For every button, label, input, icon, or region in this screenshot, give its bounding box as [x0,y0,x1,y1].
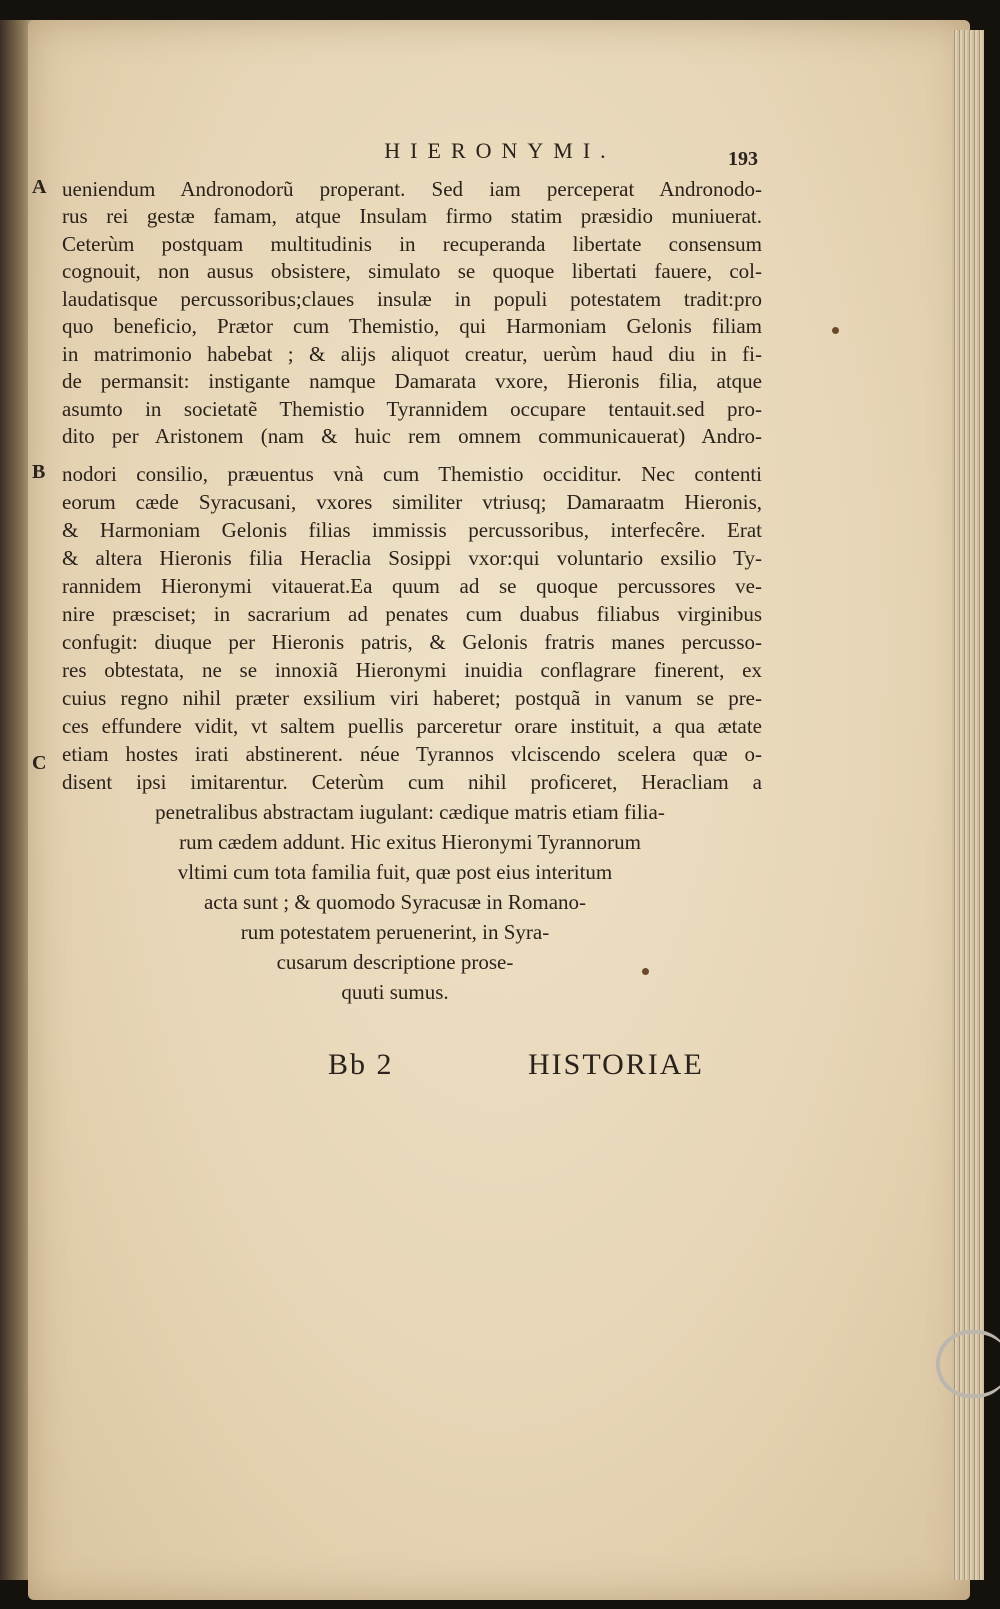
taper-line: acta sunt ; & quomodo Syracusæ in Romano- [203,890,587,914]
text-line: res obtestata, ne se innoxiã Hieronymi inuidia conflagrare finerent, ex [62,658,762,682]
text-line: dito per Aristonem (nam & huic rem omnem communicauerat) Andro- [62,424,762,448]
text-line: ces effundere vidit, vt saltem puellis parceretur orare instituit, a qua ætate [62,714,762,738]
text-line: quo beneficio, Prætor cum Themistio, qui Harmoniam Gelonis filiam [62,314,762,338]
text-line: Ceterùm postquam multitudinis in recuperanda libertate consensum [62,232,762,256]
margin-letter-b: B [32,461,46,483]
taper-line: penetralibus abstractam iugulant: cædique matris etiam filia- [155,800,665,824]
signature-mark: Bb 2 [328,1048,394,1081]
taper-line: rum cædem addunt. Hic exitus Hieronymi Tyrannorum [179,830,641,854]
text-line: nire præsciset; in sacrarium ad penates cum duabus filiabus virginibus [62,602,762,626]
text-line: & altera Hieronis filia Heraclia Sosippi vxor:qui voluntario exsilio Ty- [62,546,762,570]
text-line: nodori consilio, præuentus vnà cum Themistio occiditur. Nec contenti [62,462,762,486]
margin-letter-a: A [32,176,47,198]
text-line: rannidem Hieronymi vitauerat.Ea quum ad se quoque percussores ve- [62,574,762,598]
ink-speck [642,968,649,975]
running-head: HIERONYMI. [384,138,616,163]
text-line: de permansit: instigante namque Damarata vxore, Hieronis filia, atque [62,369,762,393]
text-line: cognouit, non ausus obsistere, simulato se quoque libertati fauere, col- [62,259,762,283]
ink-speck [832,327,839,334]
taper-line: vltimi cum tota familia fuit, quæ post eius interitum [177,860,613,884]
taper-line: rum potestatem peruenerint, in Syra- [240,920,550,944]
text-line: laudatisque percussoribus;claues insulæ in populi potestatem tradit:pro [62,287,762,311]
page-number: 193 [728,148,758,170]
text-line: confugit: diuque per Hieronis patris, & Gelonis fratris manes percusso- [62,630,762,654]
text-line: & Harmoniam Gelonis filias immissis percussoribus, interfecêre. Erat [62,518,762,542]
text-line: eorum cæde Syracusani, vxores similiter vtriusq; Damaraatm Hieronis, [62,490,762,514]
text-line: ueniendum Andronodorũ properant. Sed iam perceperat Andronodo- [62,177,762,201]
text-line: rus rei gestæ famam, atque Insulam firmo statim præsidio muniuerat. [62,204,762,228]
taper-line: quuti sumus. [341,980,449,1004]
taper-line: cusarum descriptione prose- [276,950,514,974]
text-line: in matrimonio habebat ; & alijs aliquot creatur, uerùm haud diu in fi- [62,342,762,366]
text-line: cuius regno nihil præter exsilium viri haberet; postquã in vanum se pre- [62,686,762,710]
text-line: disent ipsi imitarentur. Ceterùm cum nihil proficeret, Heracliam a [62,770,762,794]
catchword: HISTORIAE [528,1048,704,1081]
text-line: etiam hostes irati abstinerent. néue Tyrannos vlciscendo scelera quæ o- [62,742,762,766]
text-line: asumto in societatẽ Themistio Tyrannidem occupare tentauit.sed pro- [62,397,762,421]
page-clip-decoration [936,1330,1000,1398]
margin-letter-c: C [32,752,47,774]
